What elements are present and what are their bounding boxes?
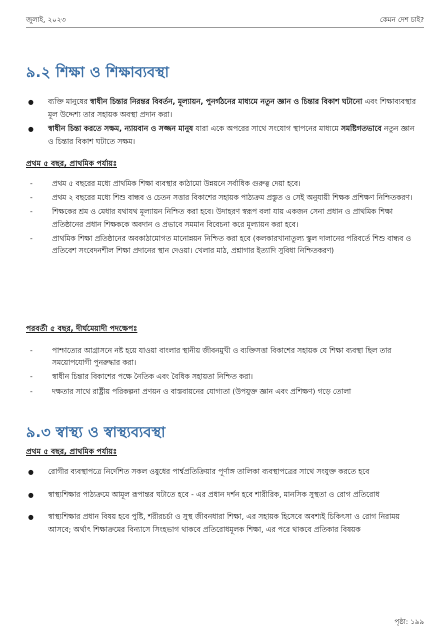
list-item: ● স্বাস্থ্যশিক্ষার প্রধান বিষয় হবে পুষ্টি, শরীরচর্চা ও সুস্থ জীবনধারা শিক্ষা, এর সহায়ক হিসেবে অবশ্যই চিকিৎসা ও রোগ নিরাময় আসবে; অর্থাৎ শিক্ষাক্রমের বিন্যাসে সিংহভাগ থাকবে প্রতিরোধমূলক শিক্ষা, এর পরে থাকবে প্রতিকার বিষয়ক: [26, 511, 422, 536]
list-item: ● স্বাস্থ্যশিক্ষার পাঠ্যক্রমে আমূল রূপান্তর ঘটাতে হবে - এর প্রধান দর্শন হবে শারীরিক, মানসিক সুস্থতা ও রোগ প্রতিরোধ: [26, 489, 422, 502]
list-item: - স্বাধীন চিন্তার বিকাশের পক্ষে নৈতিক এবং বৈধিক সহায়তা নিশ্চিত করা।: [26, 371, 422, 383]
list-item: ● স্বাধীন চিন্তা করতে সক্ষম, ন্যায়বান ও সজ্জন মানুষ যারা একে অপরের সাথে সংযোগ স্থাপনের মাধ্যমে সমষ্টিগতভাবে নতুন জ্ঞান ও চিন্তার বিকাশ ঘটাতে সক্ষম।: [26, 123, 422, 148]
list-item: ● ব্যক্তি মানুষের স্বাধীন চিন্তার নিরন্তর বিবর্তন, মূল্যায়ন, পুনর্গঠনের মাধ্যমে নতুন জ্ঞান ও চিন্তার বিকাশ ঘটানো এবং শিক্ষাব্যবস্থার মূল উদ্দেশ্য তার সহায়ক অবস্থা প্রদান করা।: [26, 96, 422, 121]
list-item: ● রোগীর ব্যবস্থাপত্রে নির্দেশিত সকল ওষুধের পার্শ্বপ্রতিক্রিয়ার পূর্ণাঙ্গ তালিকা ব্যবস্থাপত্রের সাথে সংযুক্ত করতে হবে: [26, 466, 422, 479]
header-rule: [26, 27, 424, 28]
list-item: - প্রথম ২ বছরের মধ্যে শিশু বান্ধব ও চেতন সত্তার বিকাশের সহায়ক পাঠ্যক্রম প্রস্তুত ও সেই অনুযায়ী শিক্ষক প্রশিক্ষণ নিশ্চিতকরণ।: [26, 192, 422, 204]
health-list: [26, 466, 422, 546]
subheading-next-5-years: পরবর্তী ৫ বছর, দীর্ঘমেয়াদী পদক্ষেপঃ: [26, 324, 138, 333]
subheading-health-first-5-years: প্রথম ৫ বছর, প্রাথমিক পর্যায়ঃ: [26, 447, 117, 456]
section-heading-education: ৯.২ শিক্ষা ও শিক্ষাব্যবস্থা: [26, 65, 170, 81]
list-item: - শিক্ষকের শ্রম ও মেধার যথাযথ মূল্যায়ন নিশ্চিত করা হবে। উদাহরণ স্বরূপ বলা যায় একজন সেনা প্রধান ও প্রাথমিক শিক্ষা প্রতিষ্ঠানের প্রধান শিক্ষককে অবদান ও প্রভাবে সমমান বিবেচনা করে মূল্যায়ন করা হবে।: [26, 206, 422, 230]
subheading-first-5-years: প্রথম ৫ বছর, প্রাথমিক পর্যায়ঃ: [26, 159, 117, 168]
header-date: জুলাই, ২০২৩: [26, 16, 66, 24]
long-term-list: [26, 345, 422, 400]
list-item: - প্রাথমিক শিক্ষা প্রতিষ্ঠানের অবকাঠামোগত মানোন্নয়ন নিশ্চিত করা হবে (কলকারখানাতুল্য স্কুল দালানের পরিবর্তে শিশু বান্ধব ও প্রতিবেশ সংবেদনশীল শিক্ষা প্রদানের স্থান দেওয়া। খেলার মাঠ, প্রশ্নাগার ইত্যাদি সুবিধা নিশ্চিতকরণ): [26, 233, 422, 257]
page-number: পৃষ্ঠা: ১৯৯: [394, 618, 424, 626]
primary-stage-list: [26, 178, 422, 259]
section-heading-health: ৯.৩ স্বাস্থ্য ও স্বাস্থ্যব্যবস্থা: [26, 425, 166, 441]
list-item: - দক্ষতার সাথে রাষ্ট্রীয় পরিকল্পনা প্রণয়ন ও বাস্তবায়নের যোগ্যতা (উপযুক্ত জ্ঞান এবং প্রশিক্ষণ) গড়ে তোলা: [26, 386, 422, 398]
list-item: - প্রথম ৫ বছরের মধ্যে প্রাথমিক শিক্ষা ব্যবস্থার কাঠামো উন্নয়নে সর্বাধিক গুরুত্ব দেয়া হবে।: [26, 178, 422, 190]
list-item: - পাশ্চাত্যের আগ্রাসনে নষ্ট হয়ে যাওয়া বাংলার স্থানীয় জীবনমুখী ও ব্যক্তিসত্তা বিকাশের সহায়ক যে শিক্ষা ব্যবস্থা ছিল তার সময়োপযোগী পুনরুদ্ধার করা।: [26, 345, 422, 369]
education-goals-list: [26, 96, 422, 150]
header-title: কেমন দেশ চাই?: [379, 16, 424, 24]
